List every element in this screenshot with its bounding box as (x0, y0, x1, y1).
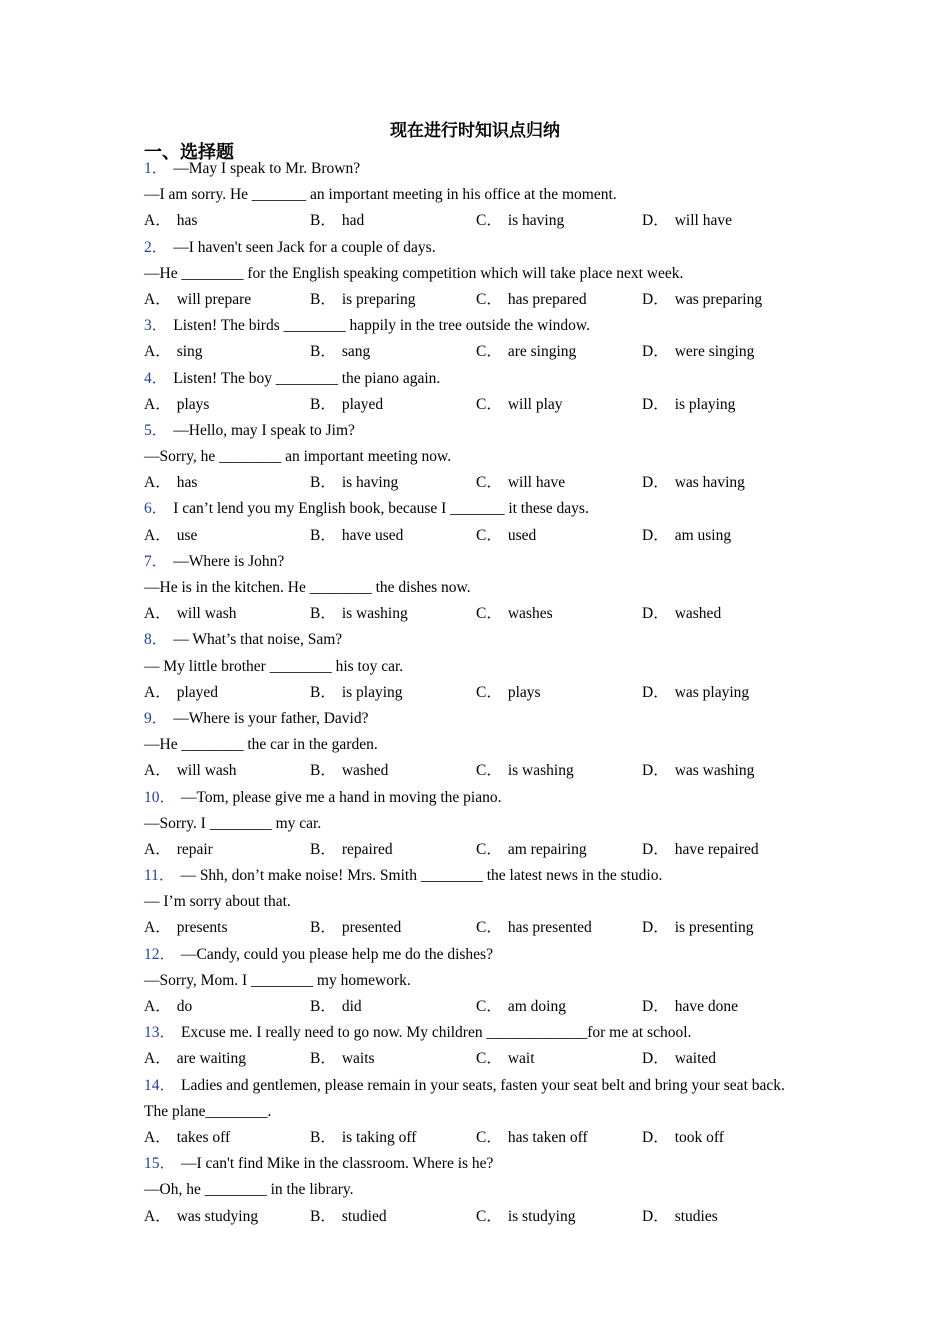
option-letter: C． (476, 1128, 502, 1146)
option-d[interactable] (642, 339, 808, 365)
option-text: is having (507, 212, 565, 230)
option-d[interactable] (642, 1046, 808, 1072)
question-number: 11． (144, 867, 175, 885)
option-c[interactable] (476, 1046, 642, 1072)
option-letter: B． (310, 762, 336, 780)
question-stem (144, 1151, 804, 1177)
option-b[interactable] (310, 1125, 476, 1151)
question-number: 10． (144, 788, 176, 806)
option-d[interactable] (642, 1204, 808, 1230)
option-letter: B． (310, 1050, 336, 1068)
options-row (144, 1204, 804, 1230)
option-letter: D． (642, 998, 669, 1015)
option-b[interactable] (310, 601, 476, 627)
option-b[interactable] (310, 523, 476, 549)
option-a[interactable] (144, 523, 310, 549)
question-text: —Where is John? (173, 552, 285, 570)
question-text: —He ________ the car in the garden. (144, 736, 378, 754)
option-letter: C． (476, 605, 502, 623)
option-text: has (176, 212, 198, 230)
option-text: was having (674, 474, 745, 492)
option-a[interactable] (144, 208, 310, 234)
question-text: —Tom, please give me a hand in moving the piano. (181, 788, 502, 806)
option-text: is having (341, 474, 399, 492)
question-1 (144, 156, 804, 235)
options-row (144, 601, 804, 627)
option-c[interactable] (476, 1125, 642, 1151)
option-letter: B． (310, 474, 336, 492)
option-letter: B． (310, 683, 336, 701)
option-c[interactable] (476, 523, 642, 549)
question-number: 15． (144, 1155, 176, 1173)
option-text: will have (507, 474, 566, 492)
option-letter: D． (642, 762, 669, 780)
option-text: washes (507, 605, 553, 623)
question-line (144, 811, 804, 837)
option-text: played (341, 395, 384, 413)
option-letter: C． (476, 919, 502, 937)
option-text: is presenting (674, 919, 754, 937)
option-letter: C． (476, 1050, 502, 1068)
option-letter: D． (642, 290, 669, 308)
question-number: 1． (144, 160, 168, 177)
options-row (144, 339, 804, 365)
question-text: — Shh, don’t make noise! Mrs. Smith ________ the latest news in the studio. (180, 867, 663, 885)
option-b[interactable] (310, 680, 476, 706)
option-letter: B． (310, 526, 336, 544)
question-text: Listen! The birds ________ happily in the tree outside the window. (173, 317, 590, 335)
option-letter: D． (642, 605, 669, 623)
options-row (144, 208, 804, 234)
option-text: use (176, 526, 198, 544)
option-d[interactable] (642, 837, 808, 863)
question-text: Ladies and gentlemen, please remain in your seats, fasten your seat belt and bring your seat back. The plane________. (144, 1076, 785, 1120)
option-b[interactable] (310, 758, 476, 784)
option-letter: A． (144, 605, 171, 623)
option-text: will have (674, 212, 732, 230)
option-letter: A． (144, 762, 171, 780)
question-number: 6． (144, 500, 168, 518)
question-line (144, 1177, 804, 1203)
question-line (144, 182, 804, 208)
option-letter: A． (144, 290, 171, 308)
option-text: repaired (341, 840, 393, 858)
option-text: played (176, 683, 219, 701)
question-2 (144, 235, 804, 314)
option-letter: B． (310, 1128, 336, 1146)
option-letter: D． (642, 212, 669, 230)
option-text: had (341, 212, 365, 230)
option-d[interactable] (642, 470, 808, 496)
option-letter: C． (476, 998, 502, 1015)
option-c[interactable] (476, 287, 642, 313)
option-b[interactable] (310, 287, 476, 313)
option-d[interactable] (642, 1125, 808, 1151)
option-b[interactable] (310, 392, 476, 418)
option-c[interactable] (476, 994, 642, 1020)
option-text: studies (674, 1207, 718, 1225)
option-text: repair (176, 840, 213, 858)
options-row (144, 1046, 804, 1072)
question-text: —May I speak to Mr. Brown? (173, 160, 361, 177)
option-text: washed (341, 762, 389, 780)
option-text: was preparing (674, 290, 763, 308)
options-row (144, 287, 804, 313)
question-number: 14． (144, 1076, 176, 1094)
option-b[interactable] (310, 994, 476, 1020)
option-d[interactable] (642, 915, 808, 941)
question-12 (144, 942, 804, 1021)
question-text: —Where is your father, David? (173, 709, 369, 727)
question-text: —Sorry. I ________ my car. (144, 814, 322, 832)
option-a[interactable] (144, 1204, 310, 1230)
question-13 (144, 1020, 804, 1072)
option-text: washed (674, 605, 722, 623)
option-d[interactable] (642, 287, 808, 313)
option-text: do (176, 998, 193, 1015)
question-text: Excuse me. I really need to go now. My children _____________for me at school. (181, 1024, 692, 1042)
option-text: has (176, 474, 198, 492)
option-c[interactable] (476, 208, 642, 234)
option-c[interactable] (476, 915, 642, 941)
option-letter: D． (642, 840, 669, 858)
option-text: waits (341, 1050, 375, 1068)
option-d[interactable] (642, 208, 808, 234)
option-letter: C． (476, 395, 502, 413)
question-text: — My little brother ________ his toy car. (144, 657, 404, 675)
option-text: waited (674, 1050, 717, 1068)
option-letter: D． (642, 343, 669, 361)
question-list (144, 156, 804, 1230)
option-letter: A． (144, 526, 171, 544)
question-number: 4． (144, 369, 168, 387)
question-text: I can’t lend you my English book, because I _______ it these days. (173, 500, 589, 518)
option-c[interactable] (476, 758, 642, 784)
option-text: took off (674, 1128, 724, 1146)
question-text: —He is in the kitchen. He ________ the dishes now. (144, 579, 471, 596)
option-c[interactable] (476, 392, 642, 418)
option-letter: B． (310, 998, 336, 1015)
option-letter: A． (144, 395, 171, 413)
question-text: —I am sorry. He _______ an important meeting in his office at the moment. (144, 186, 617, 204)
option-text: was washing (674, 762, 755, 780)
question-stem (144, 942, 804, 968)
option-letter: D． (642, 919, 669, 937)
question-stem (144, 313, 804, 339)
option-text: sang (341, 343, 371, 361)
option-b[interactable] (310, 915, 476, 941)
option-letter: A． (144, 343, 171, 361)
options-row (144, 392, 804, 418)
option-text: plays (507, 683, 541, 701)
option-letter: B． (310, 395, 336, 413)
option-b[interactable] (310, 339, 476, 365)
option-c[interactable] (476, 837, 642, 863)
option-c[interactable] (476, 339, 642, 365)
option-letter: D． (642, 1050, 669, 1068)
question-stem (144, 366, 804, 392)
option-text: takes off (176, 1128, 231, 1146)
option-text: will play (507, 395, 563, 413)
option-letter: A． (144, 840, 171, 858)
option-letter: D． (642, 1207, 669, 1225)
option-text: is studying (507, 1207, 576, 1225)
question-11 (144, 863, 804, 942)
option-b[interactable] (310, 1204, 476, 1230)
question-text: —He ________ for the English speaking competition which will take place next week. (144, 264, 684, 282)
question-text: — What’s that noise, Sam? (173, 631, 343, 649)
options-row (144, 523, 804, 549)
question-stem (144, 785, 804, 811)
option-letter: A． (144, 1207, 171, 1225)
question-stem (144, 156, 804, 182)
question-text: —Sorry, he ________ an important meeting now. (144, 448, 452, 466)
question-number: 13． (144, 1024, 176, 1042)
question-text: —Oh, he ________ in the library. (144, 1181, 354, 1199)
option-a[interactable] (144, 1046, 310, 1072)
option-letter: C． (476, 474, 502, 492)
question-text: —I haven't seen Jack for a couple of days. (173, 238, 436, 256)
question-line (144, 444, 804, 470)
section-heading: 一、选择题 (144, 142, 234, 163)
option-letter: B． (310, 1207, 336, 1225)
options-row (144, 1125, 804, 1151)
option-text: studied (341, 1207, 387, 1225)
option-a[interactable] (144, 392, 310, 418)
question-6 (144, 496, 804, 548)
option-a[interactable] (144, 601, 310, 627)
question-text: Listen! The boy ________ the piano again. (173, 369, 441, 387)
question-stem (144, 418, 804, 444)
option-text: was playing (674, 683, 750, 701)
option-letter: C． (476, 343, 502, 361)
question-text: —Candy, could you please help me do the dishes? (181, 945, 493, 963)
option-a[interactable] (144, 1125, 310, 1151)
option-text: is washing (507, 762, 574, 780)
question-line (144, 261, 804, 287)
question-number: 3． (144, 317, 168, 335)
question-line (144, 889, 804, 915)
option-letter: D． (642, 683, 669, 701)
question-8 (144, 627, 804, 706)
question-text: — I’m sorry about that. (144, 893, 291, 911)
question-stem (144, 235, 804, 261)
option-text: will wash (176, 762, 237, 780)
question-line (144, 732, 804, 758)
option-letter: D． (642, 1128, 669, 1146)
option-letter: A． (144, 1050, 171, 1068)
option-text: will wash (176, 605, 237, 623)
option-text: have used (341, 526, 404, 544)
question-stem (144, 496, 804, 522)
question-stem (144, 1073, 804, 1125)
options-row (144, 994, 804, 1020)
option-a[interactable] (144, 287, 310, 313)
question-number: 2． (144, 238, 168, 256)
question-number: 12． (144, 945, 176, 963)
question-9 (144, 706, 804, 785)
option-d[interactable] (642, 680, 808, 706)
option-text: wait (507, 1050, 535, 1068)
option-letter: B． (310, 212, 336, 230)
option-text: plays (176, 395, 210, 413)
question-7 (144, 549, 804, 628)
option-text: have repaired (674, 840, 759, 858)
option-letter: C． (476, 526, 502, 544)
option-text: is playing (341, 683, 403, 701)
option-a[interactable] (144, 758, 310, 784)
question-stem (144, 1020, 804, 1046)
option-d[interactable] (642, 523, 808, 549)
question-number: 7． (144, 552, 168, 570)
question-text: —Sorry, Mom. I ________ my homework. (144, 971, 411, 989)
option-text: is taking off (341, 1128, 417, 1146)
option-letter: C． (476, 762, 502, 780)
options-row (144, 470, 804, 496)
option-d[interactable] (642, 601, 808, 627)
option-text: am repairing (507, 840, 587, 858)
question-text: —I can't find Mike in the classroom. Where is he? (181, 1155, 494, 1173)
question-text: —Hello, may I speak to Jim? (173, 421, 355, 439)
question-number: 9． (144, 709, 168, 727)
option-letter: B． (310, 605, 336, 623)
question-line (144, 575, 804, 601)
page-title: 现在进行时知识点归纳 (390, 121, 560, 141)
option-letter: A． (144, 474, 171, 492)
option-b[interactable] (310, 470, 476, 496)
question-stem (144, 863, 804, 889)
option-b[interactable] (310, 1046, 476, 1072)
option-text: is playing (674, 395, 736, 413)
option-c[interactable] (476, 1204, 642, 1230)
option-letter: A． (144, 212, 171, 230)
option-letter: B． (310, 919, 336, 937)
option-letter: A． (144, 998, 171, 1015)
option-text: was studying (176, 1207, 259, 1225)
option-c[interactable] (476, 601, 642, 627)
option-a[interactable] (144, 680, 310, 706)
option-a[interactable] (144, 339, 310, 365)
option-text: used (507, 526, 537, 544)
option-text: are waiting (176, 1050, 246, 1068)
option-letter: D． (642, 395, 669, 413)
question-number: 5． (144, 421, 168, 439)
options-row (144, 680, 804, 706)
option-text: am doing (507, 998, 566, 1015)
option-text: did (341, 998, 362, 1015)
option-text: has presented (507, 919, 592, 937)
option-b[interactable] (310, 208, 476, 234)
option-a[interactable] (144, 837, 310, 863)
question-stem (144, 706, 804, 732)
option-a[interactable] (144, 994, 310, 1020)
option-letter: C． (476, 290, 502, 308)
option-text: is preparing (341, 290, 416, 308)
option-letter: A． (144, 1128, 171, 1146)
options-row (144, 837, 804, 863)
option-text: has taken off (507, 1128, 588, 1146)
option-text: has prepared (507, 290, 587, 308)
option-letter: C． (476, 212, 502, 230)
option-text: presents (176, 919, 228, 937)
question-number: 8． (144, 631, 168, 649)
option-b[interactable] (310, 837, 476, 863)
option-c[interactable] (476, 680, 642, 706)
option-c[interactable] (476, 470, 642, 496)
option-letter: A． (144, 683, 171, 701)
options-row (144, 758, 804, 784)
question-5 (144, 418, 804, 497)
option-letter: C． (476, 1207, 502, 1225)
option-text: am using (674, 526, 732, 544)
question-10 (144, 785, 804, 864)
option-d[interactable] (642, 392, 808, 418)
option-letter: A． (144, 919, 171, 937)
option-text: is washing (341, 605, 408, 623)
question-15 (144, 1151, 804, 1230)
option-letter: D． (642, 526, 669, 544)
option-letter: C． (476, 683, 502, 701)
option-text: are singing (507, 343, 577, 361)
option-d[interactable] (642, 994, 808, 1020)
option-letter: C． (476, 840, 502, 858)
question-stem (144, 627, 804, 653)
question-stem (144, 549, 804, 575)
option-text: presented (341, 919, 402, 937)
option-a[interactable] (144, 915, 310, 941)
option-d[interactable] (642, 758, 808, 784)
options-row (144, 915, 804, 941)
question-14 (144, 1073, 804, 1152)
question-3 (144, 313, 804, 365)
option-letter: B． (310, 343, 336, 361)
option-text: will prepare (176, 290, 252, 308)
question-4 (144, 366, 804, 418)
question-line (144, 968, 804, 994)
option-text: were singing (674, 343, 755, 361)
option-text: have done (674, 998, 738, 1015)
option-text: sing (176, 343, 203, 361)
option-a[interactable] (144, 470, 310, 496)
option-letter: B． (310, 840, 336, 858)
option-letter: D． (642, 474, 669, 492)
question-line (144, 654, 804, 680)
option-letter: B． (310, 290, 336, 308)
